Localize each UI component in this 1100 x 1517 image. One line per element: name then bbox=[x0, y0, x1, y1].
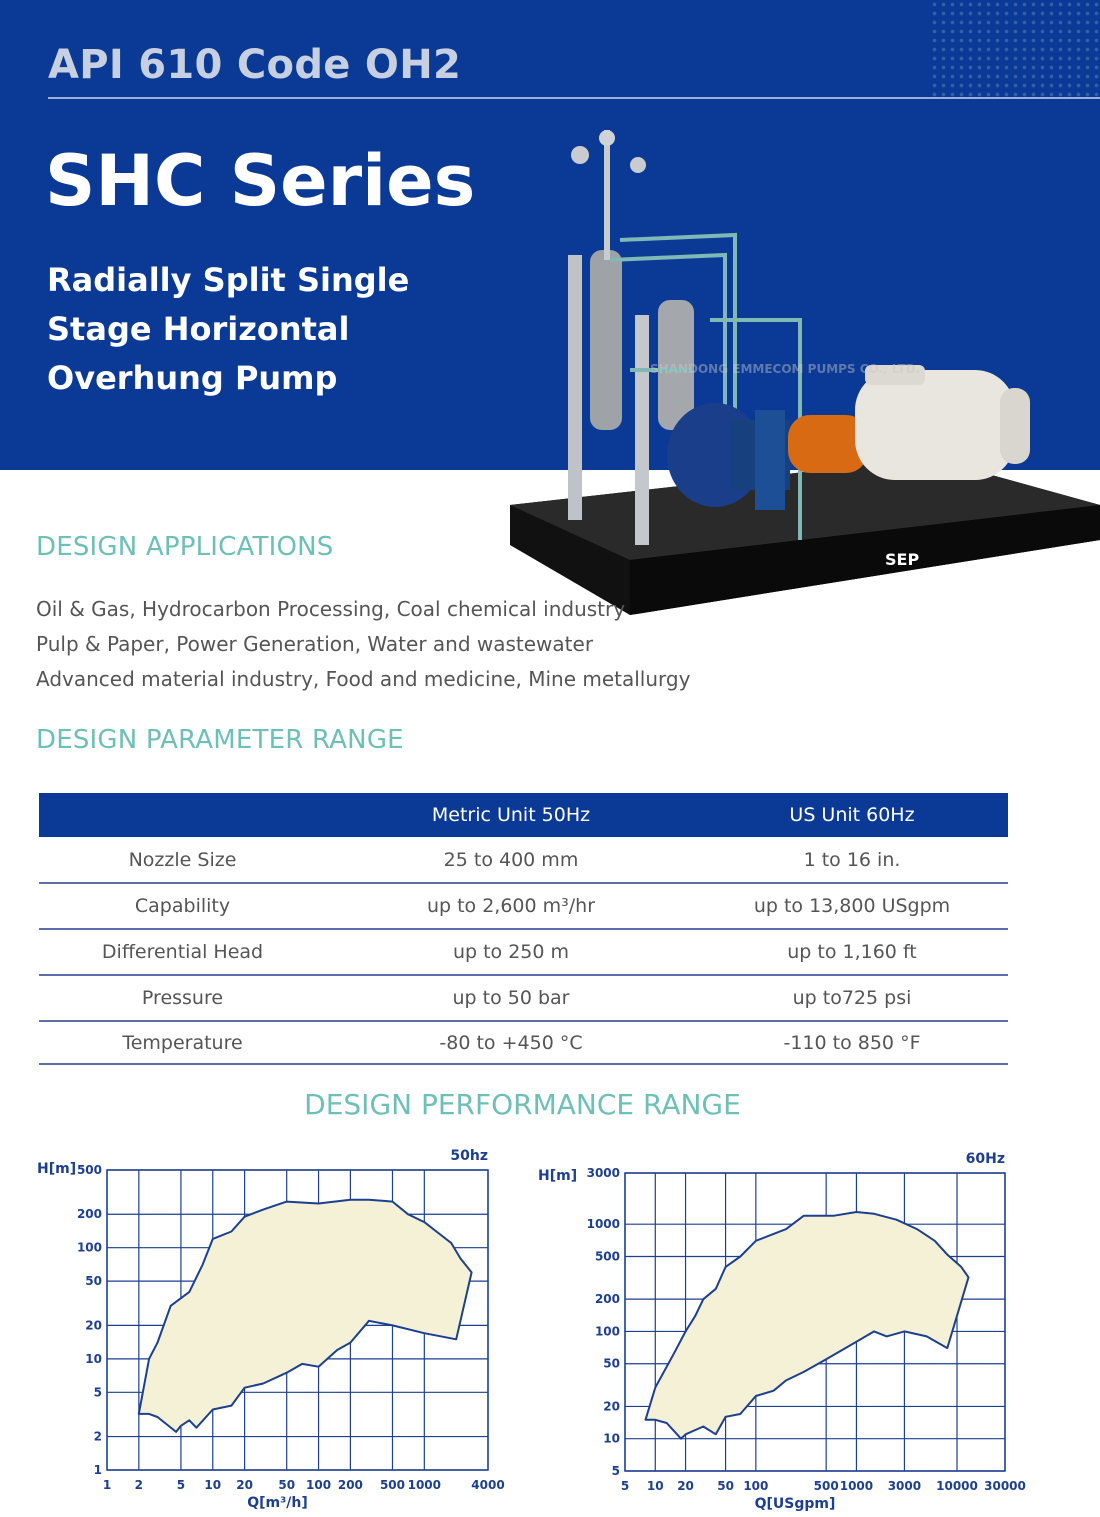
table-cell: -110 to 850 °F bbox=[696, 1021, 1008, 1064]
y-tick-label: 50 bbox=[85, 1274, 102, 1289]
x-tick-label: 50 bbox=[278, 1478, 296, 1492]
table-row bbox=[39, 1021, 1008, 1064]
y-axis-label: H[m] bbox=[37, 1161, 77, 1177]
x-tick-label: 5 bbox=[176, 1478, 186, 1492]
x-tick-label: 1000 bbox=[839, 1479, 874, 1493]
y-tick-label: 10 bbox=[603, 1431, 620, 1446]
y-tick-label: 200 bbox=[76, 1207, 102, 1222]
dot-pattern bbox=[930, 0, 1100, 100]
motor bbox=[855, 370, 1015, 480]
table-cell: Temperature bbox=[39, 1021, 326, 1064]
x-tick-label: 200 bbox=[337, 1478, 363, 1492]
column-header bbox=[39, 793, 326, 837]
y-tick-label: 100 bbox=[76, 1240, 102, 1255]
x-tick-label: 1 bbox=[102, 1478, 112, 1492]
table-cell: Differential Head bbox=[39, 929, 326, 975]
x-tick-label: 20 bbox=[677, 1479, 694, 1493]
table-cell: 25 to 400 mm bbox=[326, 837, 696, 883]
chart-title: 50hz bbox=[450, 1148, 488, 1164]
applications-heading: DESIGN APPLICATIONS bbox=[36, 532, 334, 562]
x-tick-label: 3000 bbox=[887, 1479, 922, 1493]
chart-60hz bbox=[530, 1140, 1070, 1517]
table-cell: Pressure bbox=[39, 975, 326, 1021]
table-cell: up to 50 bar bbox=[326, 975, 696, 1021]
table-cell: up to 1,160 ft bbox=[696, 929, 1008, 975]
watermark-text: SHANDONG EMMECOM PUMPS CO., LTD. bbox=[650, 362, 921, 376]
pump-illustration bbox=[500, 120, 1100, 615]
performance-region bbox=[646, 1212, 969, 1439]
parameter-table bbox=[39, 793, 1008, 1065]
x-tick-label: 1000 bbox=[407, 1478, 442, 1492]
x-tick-label: 500 bbox=[379, 1478, 406, 1492]
table-cell: up to 250 m bbox=[326, 929, 696, 975]
x-tick-label: 10000 bbox=[936, 1479, 978, 1493]
table-cell: up to 13,800 USgpm bbox=[696, 883, 1008, 929]
y-tick-label: 20 bbox=[85, 1318, 102, 1333]
y-tick-label: 500 bbox=[594, 1249, 620, 1264]
list-item: Pulp & Paper, Power Generation, Water and wastewater bbox=[36, 632, 594, 656]
x-tick-label: 50 bbox=[717, 1479, 734, 1493]
performance-region bbox=[139, 1200, 472, 1432]
y-axis-label: H[m] bbox=[538, 1168, 578, 1184]
column-header: Metric Unit 50Hz bbox=[326, 793, 696, 837]
y-tick-label: 2 bbox=[93, 1429, 102, 1444]
subtitle-line: Overhung Pump bbox=[47, 359, 338, 397]
y-tick-label: 500 bbox=[76, 1163, 102, 1177]
table-cell: 1 to 16 in. bbox=[696, 837, 1008, 883]
subtitle-line: Stage Horizontal bbox=[47, 310, 350, 348]
x-tick-label: 100 bbox=[306, 1478, 332, 1492]
x-tick-label: 100 bbox=[743, 1479, 769, 1493]
parameters-heading: DESIGN PARAMETER RANGE bbox=[36, 725, 404, 755]
table-row bbox=[39, 837, 1008, 883]
x-tick-label: 10 bbox=[204, 1478, 222, 1492]
table-cell: -80 to +450 °C bbox=[326, 1021, 696, 1064]
code-title: API 610 Code OH2 bbox=[48, 42, 462, 88]
x-axis-label: Q[m³/h] bbox=[247, 1495, 308, 1511]
y-tick-label: 5 bbox=[611, 1464, 620, 1478]
series-title: SHC Series bbox=[45, 140, 476, 222]
x-tick-label: 5 bbox=[620, 1479, 630, 1493]
x-tick-label: 30000 bbox=[984, 1479, 1026, 1493]
seal-pot-vessel bbox=[590, 250, 622, 430]
table-row bbox=[39, 975, 1008, 1021]
x-tick-label: 20 bbox=[236, 1478, 253, 1492]
table-row bbox=[39, 929, 1008, 975]
table-header-row bbox=[39, 793, 1008, 837]
x-tick-label: 4000 bbox=[471, 1478, 505, 1492]
list-item: Oil & Gas, Hydrocarbon Processing, Coal chemical industry bbox=[36, 597, 626, 621]
y-tick-label: 1000 bbox=[586, 1217, 620, 1232]
chart-title: 60Hz bbox=[965, 1151, 1005, 1167]
table-cell: up to 2,600 m³/hr bbox=[326, 883, 696, 929]
x-tick-label: 2 bbox=[134, 1478, 144, 1492]
y-tick-label: 20 bbox=[603, 1399, 620, 1414]
subtitle-line: Radially Split Single bbox=[47, 261, 410, 299]
y-tick-label: 100 bbox=[594, 1324, 620, 1339]
sep-logo: SEP bbox=[885, 550, 920, 569]
performance-heading: DESIGN PERFORMANCE RANGE bbox=[304, 1088, 741, 1121]
table-row bbox=[39, 883, 1008, 929]
y-tick-label: 5 bbox=[93, 1385, 102, 1400]
y-tick-label: 10 bbox=[85, 1351, 102, 1366]
table-cell: Capability bbox=[39, 883, 326, 929]
header-divider bbox=[48, 97, 1100, 99]
x-tick-label: 10 bbox=[646, 1479, 664, 1493]
table-cell: Nozzle Size bbox=[39, 837, 326, 883]
chart-50hz bbox=[0, 1140, 520, 1517]
x-tick-label: 500 bbox=[813, 1479, 839, 1493]
y-tick-label: 200 bbox=[594, 1292, 620, 1307]
list-item: Advanced material industry, Food and medicine, Mine metallurgy bbox=[36, 667, 691, 691]
y-tick-label: 1 bbox=[93, 1463, 102, 1477]
table-cell: up to725 psi bbox=[696, 975, 1008, 1021]
applications-list bbox=[36, 592, 690, 697]
y-tick-label: 3000 bbox=[586, 1166, 620, 1180]
column-header: US Unit 60Hz bbox=[696, 793, 1008, 837]
subtitle bbox=[47, 256, 467, 403]
x-axis-label: Q[USgpm] bbox=[754, 1496, 836, 1512]
y-tick-label: 50 bbox=[603, 1356, 620, 1371]
